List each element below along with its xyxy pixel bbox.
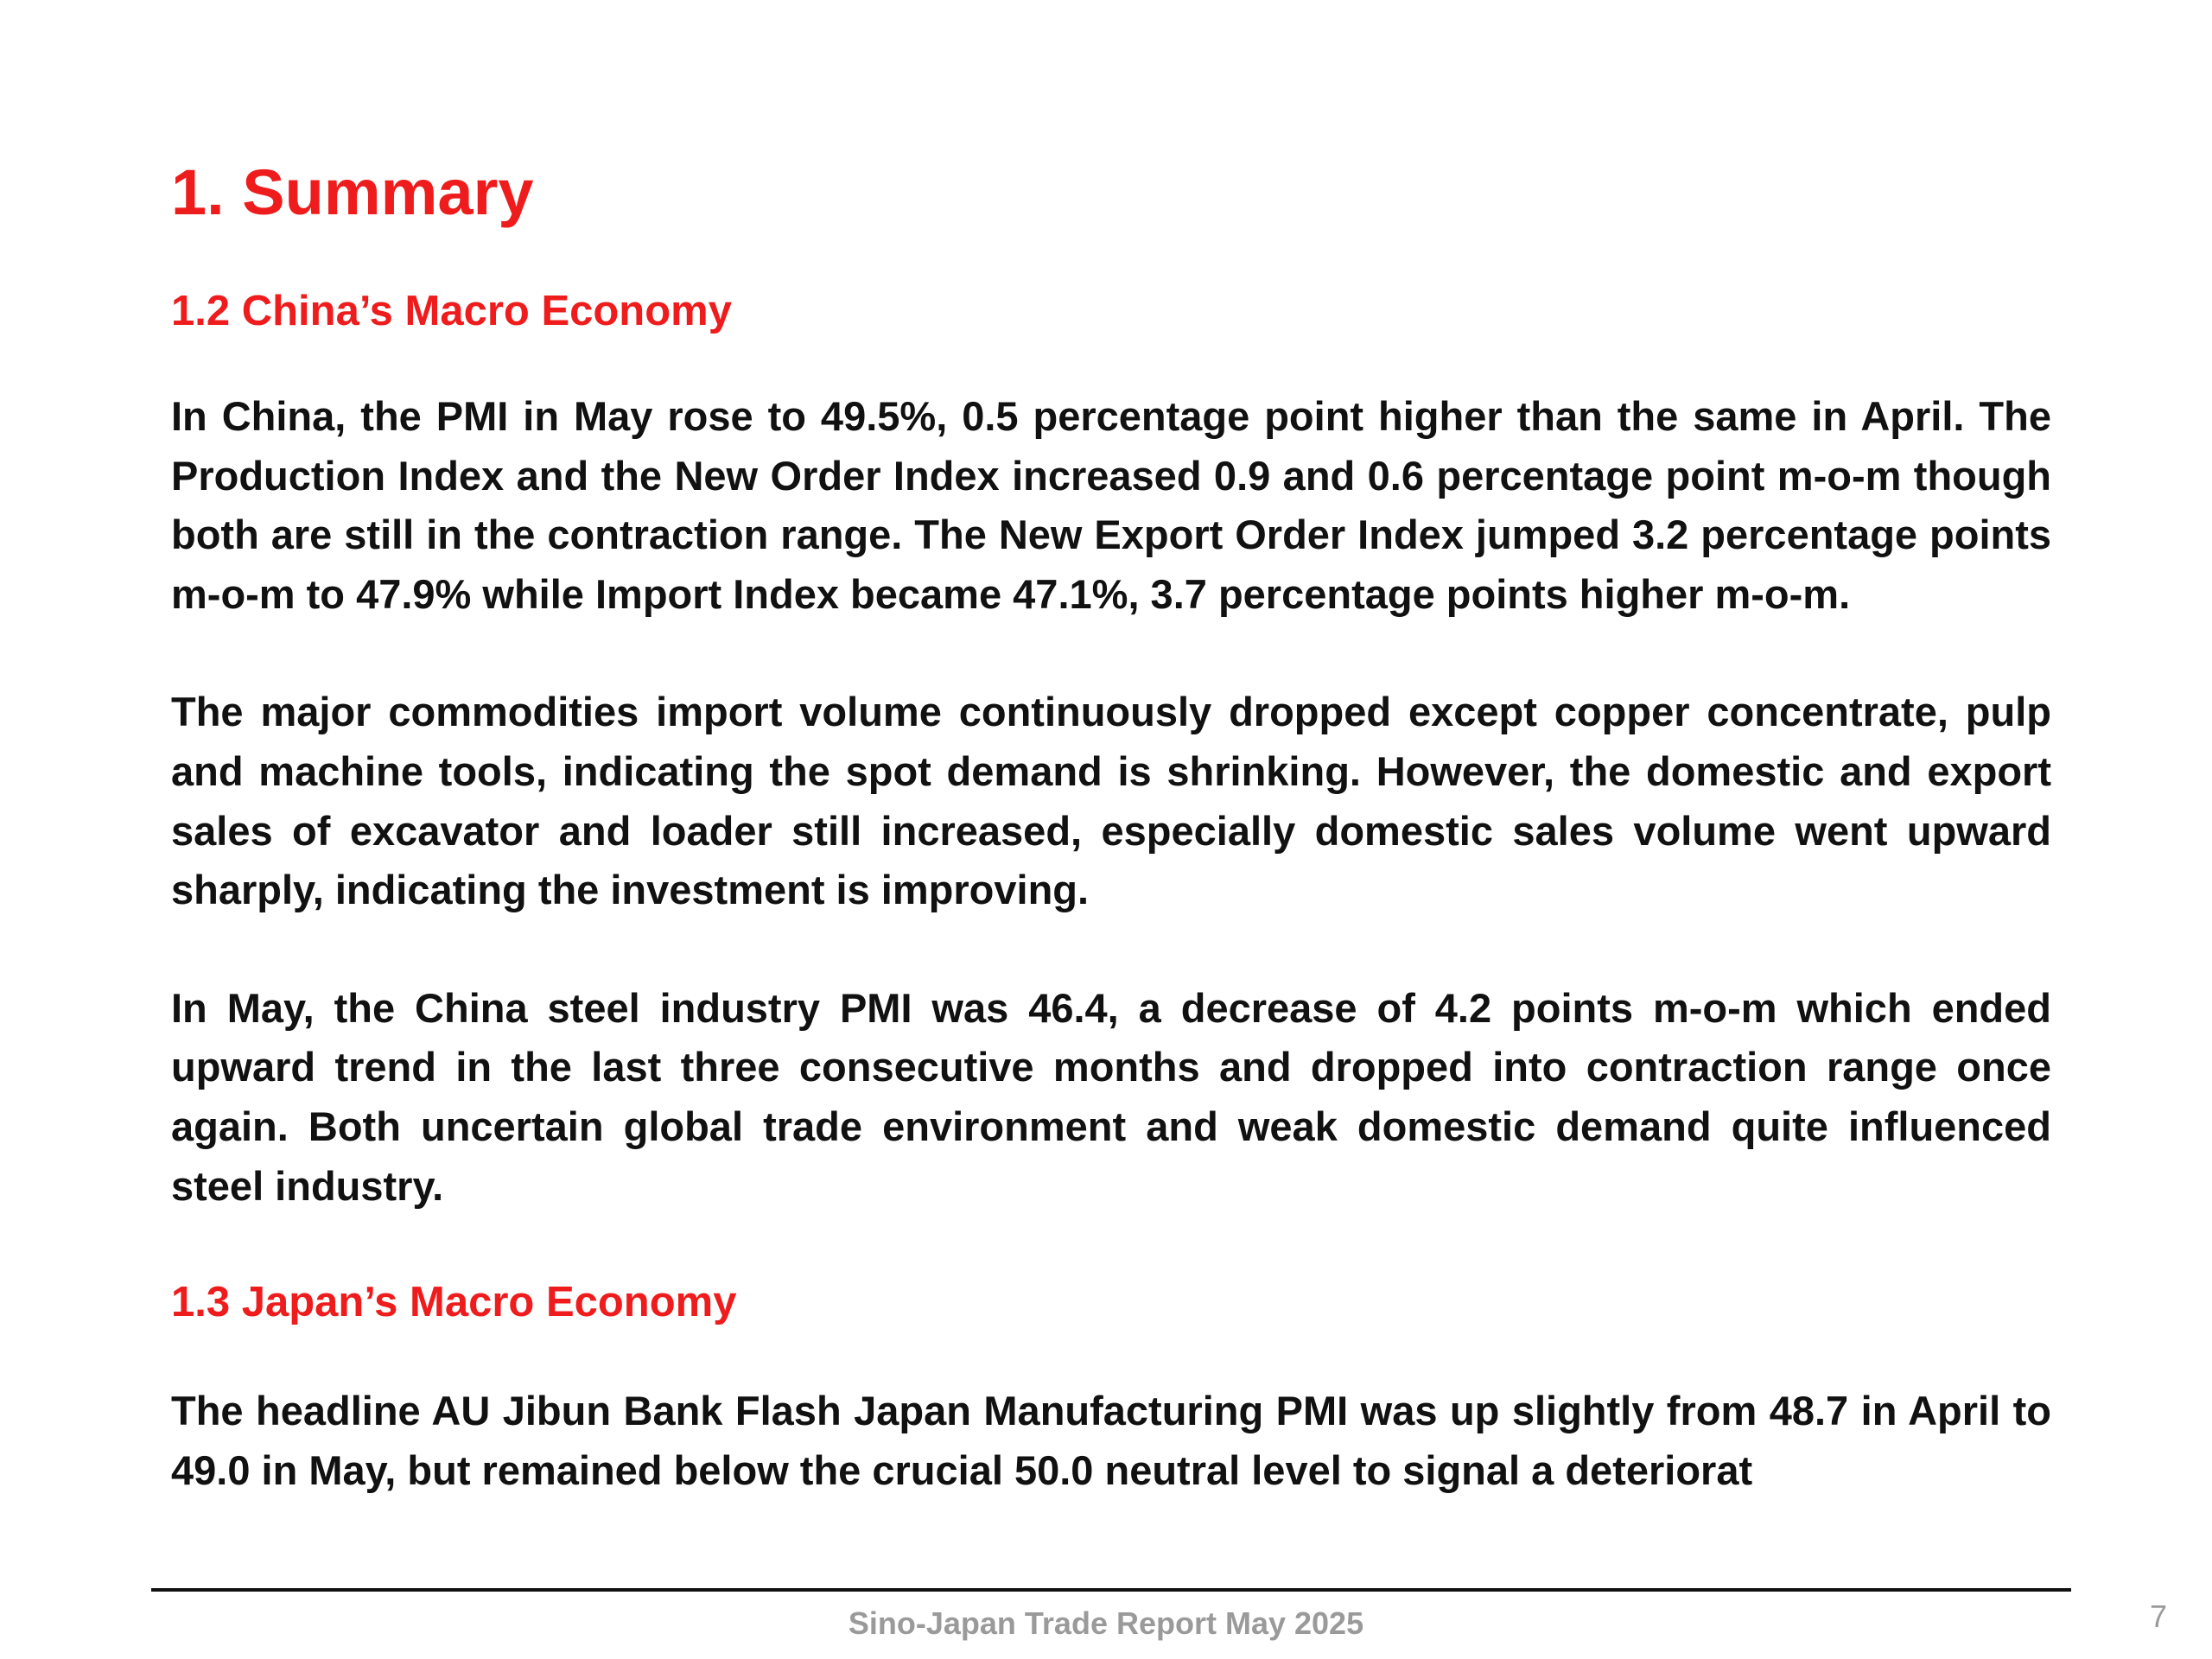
footer-report-title: Sino-Japan Trade Report May 2025 — [848, 1605, 1364, 1641]
slide-title: 1. Summary — [171, 156, 534, 228]
section-heading-china: 1.2 China’s Macro Economy — [171, 288, 732, 334]
paragraph-china-steel: In May, the China steel industry PMI was 46.4, a decrease of 4.2 points m-o-m which ended upward trend in the last three consecutive months and dropped into contraction range once again. Both uncertain global trade environment and weak domestic demand quite influenced steel industry. — [171, 984, 2051, 1209]
paragraph-china-pmi: In China, the PMI in May rose to 49.5%, 0.5 percentage point higher than the same in April. The Production Index and the New Order Index increased 0.9 and 0.6 percentage point m-o-m though both are still in the contraction range. The New Export Order Index jumped 3.2 percentage points m-o-m to 47.9% while Import Index became 47.1%, 3.7 percentage points higher m-o-m. — [171, 393, 2051, 617]
slide-content — [171, 276, 2051, 1576]
footer-divider — [151, 1588, 2071, 1592]
page-number: 7 — [2149, 1599, 2167, 1634]
section-heading-japan: 1.3 Japan’s Macro Economy — [171, 1279, 737, 1326]
paragraph-japan-pmi: The headline AU Jibun Bank Flash Japan Manufacturing PMI was up slightly from 48.7 in April to 49.0 in May, but remained below the crucial 50.0 neutral level to signal a deteriorat — [171, 1388, 2051, 1493]
paragraph-china-commodities: The major commodities import volume continuously dropped except copper concentrate, pulp and machine tools, indicating the spot demand is shrinking. However, the domestic and export sales of excavator and loader still increased, especially domestic sales volume went upward sharply, indicating the investment is improving. — [171, 689, 2051, 913]
